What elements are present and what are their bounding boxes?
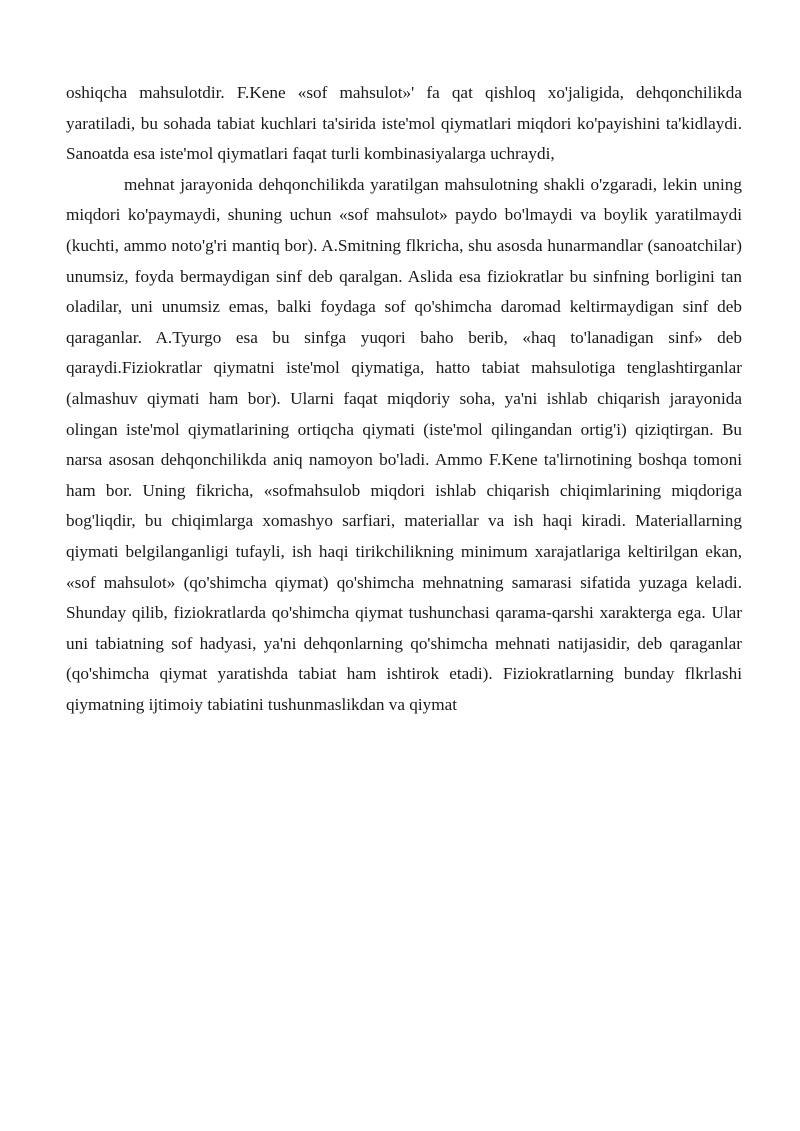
paragraph-continuation: oshiqcha mahsulotdir. F.Kene «sof mahsulot»' fa qat qishloq xo'jaligida, dehqonchilikda yaratiladi, bu sohada tabiat kuchlari ta'sirida iste'mol qiymatlari miqdori ko'payishini ta'kidlaydi. Sanoatda esa iste'mol qiymatlari faqat turli kombinasiyalarga uchraydi, (66, 83, 742, 164)
paragraph-main: mehnat jarayonida dehqonchilikda yaratilgan mahsulotning shakli o'zgaradi, lekin uning miqdori ko'paymaydi, shuning uchun «sof mahsulot» paydo bo'lmaydi va boylik yaratilmaydi (kuchti, ammo noto'g'ri mantiq bor). A.Smitning flkricha, shu asosda hunarmandlar (sanoatchilar) unumsiz, foyda bermaydigan sinf deb qaralgan. Aslida esa fiziokratlar bu sinfning borligini tan oladilar, uni unumsiz emas, balki foydaga sof qo'shimcha daromad keltirmaydigan sinf deb qaraganlar. A.Tyurgo esa bu sinfga yuqori baho berib, «haq to'lanadigan sinf» deb qaraydi.Fiziokratlar qiymatni iste'mol qiymatiga, hatto tabiat mahsulotiga tenglashtirganlar (almashuv qiymati ham bor). Ularni faqat miqdoriy soha, ya'ni ishlab chiqarish jarayonida olingan iste'mol qiymatlarining ortiqcha qiymati (iste'mol qilingandan ortig'i) qiziqtirgan. Bu narsa asosan dehqonchilikda aniq namoyon bo'ladi. Ammo F.Kene ta'lirnotining boshqa tomoni ham bor. Uning fikricha, «sofmahsulob miqdori ishlab chiqarish chiqimlarining miqdoriga bog'liqdir, bu chiqimlarga xomashyo sarfiari, materiallar va ish haqi kiradi. Materiallarning qiymati belgilanganligi tufayli, ish haqi tirikchilikning minimum xarajatlariga keltirilgan ekan, «sof mahsulot» (qo'shimcha qiymat) qo'shimcha mehnatning samarasi sifatida yuzaga keladi. Shunday qilib, fiziokratlarda qo'shimcha qiymat tushunchasi qarama-qarshi xarakterga ega. Ular uni tabiatning sof hadyasi, ya'ni dehqonlarning qo'shimcha mehnati natijasidir, deb qaraganlar (qo'shimcha qiymat yaratishda tabiat ham ishtirok etadi). Fiziokratlarning bunday flkrlashi qiymatning ijtimoiy tabiatini tushunmaslikdan va qiymat (66, 174, 742, 714)
document-page (66, 78, 742, 720)
